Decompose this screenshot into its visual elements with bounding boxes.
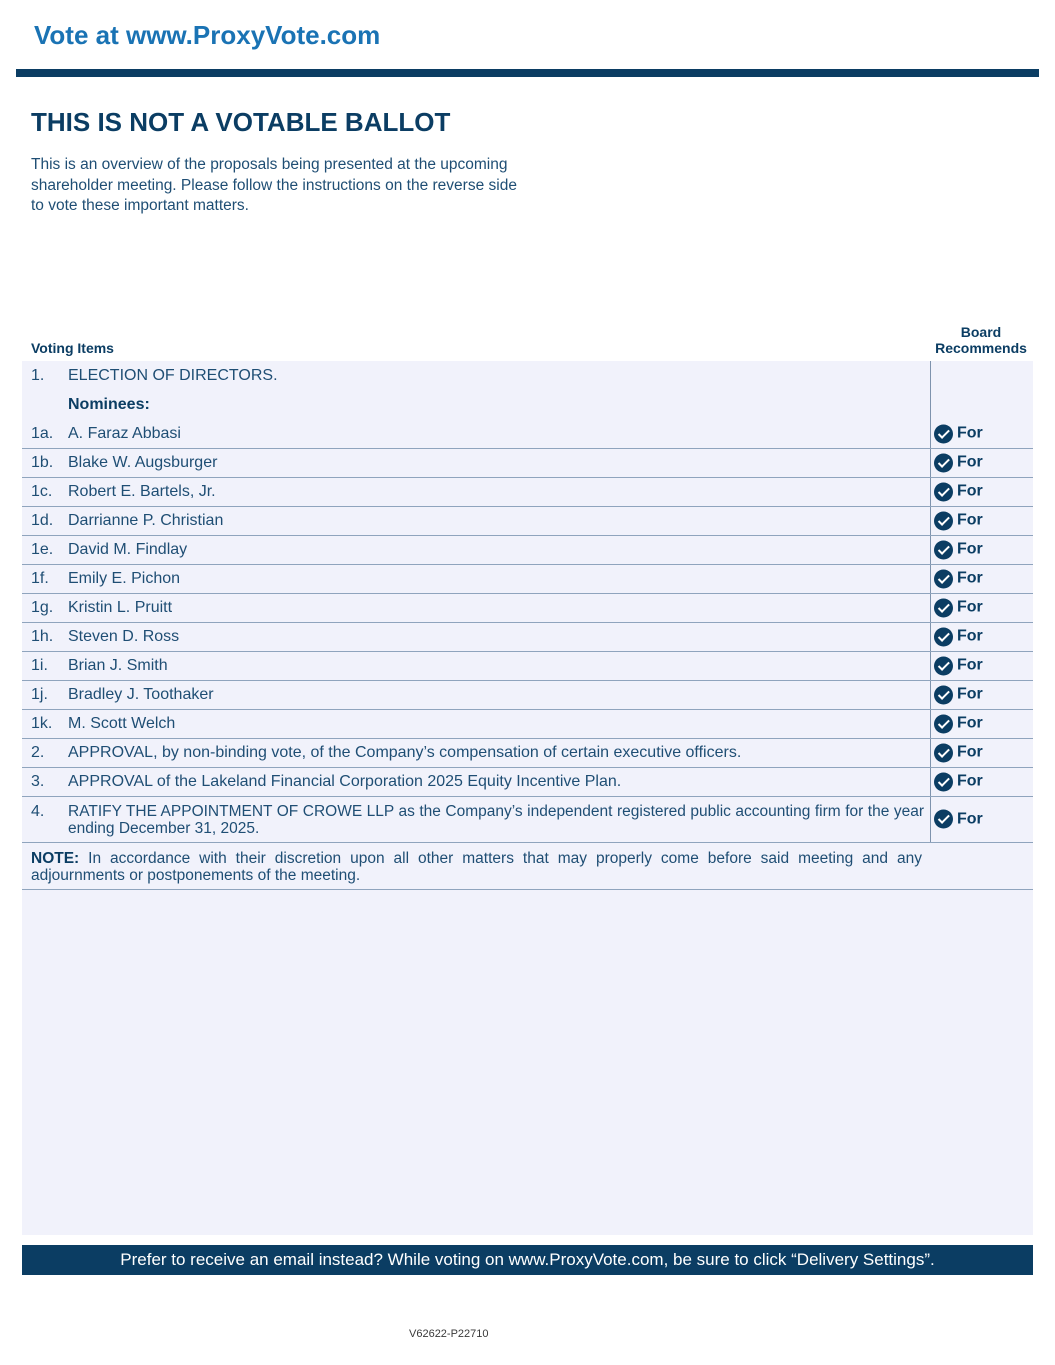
board-recommendation bbox=[934, 685, 983, 704]
page-title: THIS IS NOT A VOTABLE BALLOT bbox=[31, 107, 451, 137]
item-number: 1g. bbox=[31, 598, 54, 616]
board-recommendation bbox=[934, 482, 983, 501]
board-recommendation bbox=[934, 453, 983, 472]
checkmark-icon bbox=[934, 540, 953, 559]
board-recommendation bbox=[934, 598, 983, 617]
item-row-2 bbox=[22, 738, 1033, 768]
checkmark-icon bbox=[934, 743, 953, 762]
checkmark-icon bbox=[934, 598, 953, 617]
board-header-line1: Board bbox=[960, 324, 1002, 340]
board-recommendation bbox=[934, 714, 983, 733]
item-text: Steven D. Ross bbox=[68, 627, 180, 645]
recommendation-label: For bbox=[957, 743, 983, 761]
checkmark-icon bbox=[934, 482, 953, 501]
item-text: David M. Findlay bbox=[68, 540, 188, 558]
item-row-1a bbox=[22, 419, 1033, 449]
recommendation-label: For bbox=[957, 540, 983, 558]
item-row-1e bbox=[22, 535, 1033, 565]
nominees-label: Nominees: bbox=[68, 395, 150, 413]
note-label: NOTE: bbox=[31, 850, 80, 867]
recommendation-label: For bbox=[957, 598, 983, 616]
recommendation-label: For bbox=[957, 772, 983, 790]
recommendation-label: For bbox=[957, 714, 983, 732]
item-number: 1j. bbox=[31, 685, 48, 703]
item-row-1b bbox=[22, 448, 1033, 478]
recommendation-label: For bbox=[957, 482, 983, 500]
checkmark-icon bbox=[934, 569, 953, 588]
item-number: 1h. bbox=[31, 627, 54, 645]
item-text: Bradley J. Toothaker bbox=[68, 685, 214, 703]
email-delivery-banner: Prefer to receive an email instead? While voting on www.ProxyVote.com, be sure to click “Delivery Settings”. bbox=[22, 1245, 1033, 1275]
item-row-3 bbox=[22, 767, 1033, 797]
item-text: APPROVAL, by non-binding vote, of the Company’s compensation of certain executive officers. bbox=[68, 743, 742, 761]
board-recommends-header bbox=[928, 324, 1034, 356]
recommendation-label: For bbox=[957, 627, 983, 645]
checkmark-icon bbox=[934, 424, 953, 443]
item-number: 1i. bbox=[31, 656, 48, 674]
note-row bbox=[22, 843, 1033, 890]
item-text: Darrianne P. Christian bbox=[68, 511, 224, 529]
board-recommendation bbox=[934, 772, 983, 791]
checkmark-icon bbox=[934, 810, 953, 829]
board-recommendation bbox=[934, 540, 983, 559]
item-row-1i bbox=[22, 651, 1033, 681]
item-row-1j bbox=[22, 680, 1033, 710]
item-row-1g bbox=[22, 593, 1033, 623]
board-recommendation bbox=[934, 424, 983, 443]
board-recommendation bbox=[934, 511, 983, 530]
note-text bbox=[31, 850, 922, 884]
recommendation-label: For bbox=[957, 511, 983, 529]
item-number: 4. bbox=[31, 803, 45, 820]
recommendation-label: For bbox=[957, 453, 983, 471]
item-number: 1c. bbox=[31, 482, 53, 500]
item-text: M. Scott Welch bbox=[68, 714, 176, 732]
voting-items-header: Voting Items bbox=[31, 340, 114, 356]
item-text: RATIFY THE APPOINTMENT OF CROWE LLP as the Company’s independent registered public accounting firm for the year ending December 31, 2025. bbox=[68, 803, 924, 837]
item-number: 1. bbox=[31, 366, 45, 384]
item-row-1f bbox=[22, 564, 1033, 594]
recommendation-label: For bbox=[957, 569, 983, 587]
checkmark-icon bbox=[934, 714, 953, 733]
recommendation-label: For bbox=[957, 656, 983, 674]
item-row-1 bbox=[22, 361, 1033, 390]
item-text: ELECTION OF DIRECTORS. bbox=[68, 366, 278, 384]
item-text: Emily E. Pichon bbox=[68, 569, 181, 587]
intro-text: This is an overview of the proposals being presented at the upcoming shareholder meeting. Please follow the instructions on the reverse side to vote these important matters. bbox=[31, 156, 517, 214]
checkmark-icon bbox=[934, 627, 953, 646]
board-recommendation bbox=[934, 743, 983, 762]
board-recommendation bbox=[934, 569, 983, 588]
checkmark-icon bbox=[934, 656, 953, 675]
header-divider bbox=[16, 69, 1039, 77]
checkmark-icon bbox=[934, 511, 953, 530]
item-text: APPROVAL of the Lakeland Financial Corporation 2025 Equity Incentive Plan. bbox=[68, 772, 622, 790]
board-recommendation bbox=[934, 810, 983, 829]
item-number: 2. bbox=[31, 743, 45, 761]
item-text: Brian J. Smith bbox=[68, 656, 168, 674]
item-number: 3. bbox=[31, 772, 45, 790]
recommendation-label: For bbox=[957, 424, 983, 442]
item-number: 1k. bbox=[31, 714, 53, 732]
voting-items-table bbox=[22, 361, 1033, 1235]
item-text: Kristin L. Pruitt bbox=[68, 598, 173, 616]
recommendation-label: For bbox=[957, 810, 983, 827]
document-code: V62622-P22710 bbox=[409, 1328, 489, 1340]
item-number: 1d. bbox=[31, 511, 54, 529]
item-row-1h bbox=[22, 622, 1033, 652]
item-number: 1f. bbox=[31, 569, 49, 587]
item-text: Blake W. Augsburger bbox=[68, 453, 218, 471]
item-row-1k bbox=[22, 709, 1033, 739]
nominees-label-row bbox=[22, 390, 1033, 419]
proxyvote-link[interactable]: Vote at www.ProxyVote.com bbox=[34, 20, 381, 50]
item-row-1c bbox=[22, 477, 1033, 507]
item-number: 1e. bbox=[31, 540, 54, 558]
item-row-1d bbox=[22, 506, 1033, 536]
item-text: Robert E. Bartels, Jr. bbox=[68, 482, 216, 500]
checkmark-icon bbox=[934, 772, 953, 791]
board-header-line2: Recommends bbox=[935, 340, 1027, 356]
recommendation-label: For bbox=[957, 685, 983, 703]
board-recommendation bbox=[934, 627, 983, 646]
item-row-4 bbox=[22, 796, 1033, 843]
item-number: 1b. bbox=[31, 453, 54, 471]
note-body: In accordance with their discretion upon all other matters that may properly come before said meeting and any adjournments or postponements of the meeting. bbox=[31, 850, 922, 884]
checkmark-icon bbox=[934, 453, 953, 472]
item-number: 1a. bbox=[31, 424, 54, 442]
checkmark-icon bbox=[934, 685, 953, 704]
board-recommendation bbox=[934, 656, 983, 675]
item-text: A. Faraz Abbasi bbox=[68, 424, 181, 442]
